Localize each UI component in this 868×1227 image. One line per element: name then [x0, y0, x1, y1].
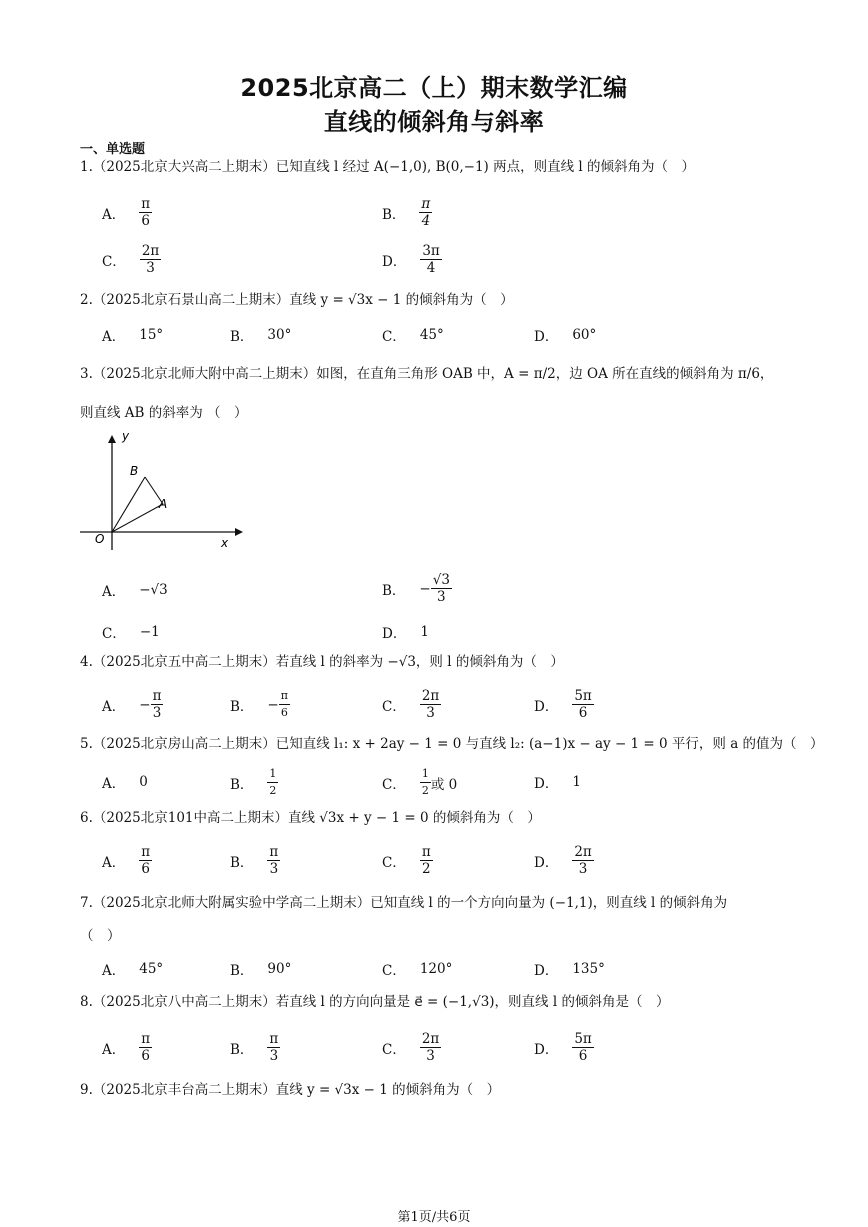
- q4-option-a: A． − $\frac{\pi}{3}$: [102, 688, 162, 721]
- q4-option-b: B． − $\frac{\pi}{6}$: [230, 689, 288, 719]
- page-footer: 第1页/共6页: [397, 1210, 471, 1225]
- q8-option-c: C． $\frac{2\pi}{3}$: [382, 1031, 440, 1064]
- q7-option-b: B． 90°: [230, 961, 292, 979]
- figure-b-label: B: [130, 464, 139, 478]
- q7-option-c: C． 120°: [382, 961, 453, 979]
- q1-option-c: C． $\frac{2\pi}{3}$: [102, 243, 160, 276]
- q2-option-a: A． 15°: [102, 327, 164, 345]
- q3-option-c: C． −1: [102, 624, 160, 642]
- q6-option-b: B． $\frac{\pi}{3}$: [230, 844, 279, 877]
- page-title-line1: 2025北京高二（上）期末数学汇编: [240, 74, 628, 102]
- q1-option-d: D． $\frac{3\pi}{4}$: [382, 243, 440, 276]
- question-6: 6.（2025北京101中高二上期末）直线 √3x + y − 1 = 0 的倾斜角为（ ）: [80, 810, 541, 826]
- question-3-cont: 则直线 AB 的斜率为 （ ）: [80, 405, 248, 421]
- q7-option-a: A． 45°: [102, 961, 164, 979]
- q6-option-c: C． $\frac{\pi}{2}$: [382, 844, 431, 877]
- question-1: 1.（2025北京大兴高二上期末）已知直线 l 经过 A(−1,0), B(0,−1) 两点，则直线 l 的倾斜角为（ ）: [80, 159, 696, 175]
- q8-option-d: D． $\frac{5\pi}{6}$: [534, 1031, 592, 1064]
- q5-option-b: B． $\frac{1}{2}$: [230, 767, 277, 797]
- q3-option-a: A． −√3: [102, 582, 168, 600]
- q6-option-a: A． $\frac{\pi}{6}$: [102, 844, 151, 877]
- q2-option-c: C． 45°: [382, 327, 444, 345]
- q3-option-d: D． 1: [382, 624, 429, 642]
- q5-option-c: C． $\frac{1}{2}$ 或 0: [382, 767, 458, 797]
- question-8: 8.（2025北京八中高二上期末）若直线 l 的方向向量是 e⃗ = (−1,√3)，则直线 l 的倾斜角是（ ）: [80, 994, 670, 1010]
- section-title: 一、单选题: [80, 142, 146, 157]
- q8-option-b: B． $\frac{\pi}{3}$: [230, 1031, 279, 1064]
- q8-option-a: A． $\frac{\pi}{6}$: [102, 1031, 151, 1064]
- q5-option-a: A． 0: [102, 774, 148, 792]
- figure-o-label: O: [95, 532, 105, 546]
- triangle-figure: [75, 425, 245, 555]
- q4-option-c: C． $\frac{2\pi}{3}$: [382, 688, 440, 721]
- question-9: 9.（2025北京丰台高二上期末）直线 y = √3x − 1 的倾斜角为（ ）: [80, 1082, 501, 1098]
- q1-option-b: B． $\frac{\pi}{4}$: [382, 196, 431, 229]
- figure-y-label: y: [122, 429, 130, 443]
- q5-option-d: D． 1: [534, 774, 581, 792]
- question-5: 5.（2025北京房山高二上期末）已知直线 l₁: x + 2ay − 1 = 0 与直线 l₂: (a−1)x − ay − 1 = 0 平行，则 a 的值为（ ）: [80, 736, 824, 752]
- question-3: 3.（2025北京北师大附中高二上期末）如图，在直角三角形 OAB 中，A = π/2，边 OA 所在直线的倾斜角为 π/6，: [80, 366, 774, 382]
- question-4: 4.（2025北京五中高二上期末）若直线 l 的斜率为 −√3，则 l 的倾斜角为（ ）: [80, 654, 564, 670]
- q4-option-d: D． $\frac{5\pi}{6}$: [534, 688, 592, 721]
- question-7-cont: （ ）: [80, 928, 121, 944]
- q1-option-a: A． $\frac{\pi}{6}$: [102, 196, 151, 229]
- figure-a-label: A: [159, 497, 168, 511]
- q6-option-d: D． $\frac{2\pi}{3}$: [534, 844, 592, 877]
- question-2: 2.（2025北京石景山高二上期末）直线 y = √3x − 1 的倾斜角为（ ）: [80, 292, 514, 308]
- q7-option-d: D． 135°: [534, 961, 605, 979]
- q3-option-b: B． − $\frac{√3}{3}$: [382, 572, 450, 605]
- q2-option-d: D． 60°: [534, 327, 597, 345]
- page-title-line2: 直线的倾斜角与斜率: [323, 108, 545, 136]
- figure-x-label: x: [221, 536, 229, 550]
- q2-option-b: B． 30°: [230, 327, 292, 345]
- question-7: 7.（2025北京北师大附属实验中学高二上期末）已知直线 l 的一个方向向量为 (−1,1)，则直线 l 的倾斜角为: [80, 895, 728, 911]
